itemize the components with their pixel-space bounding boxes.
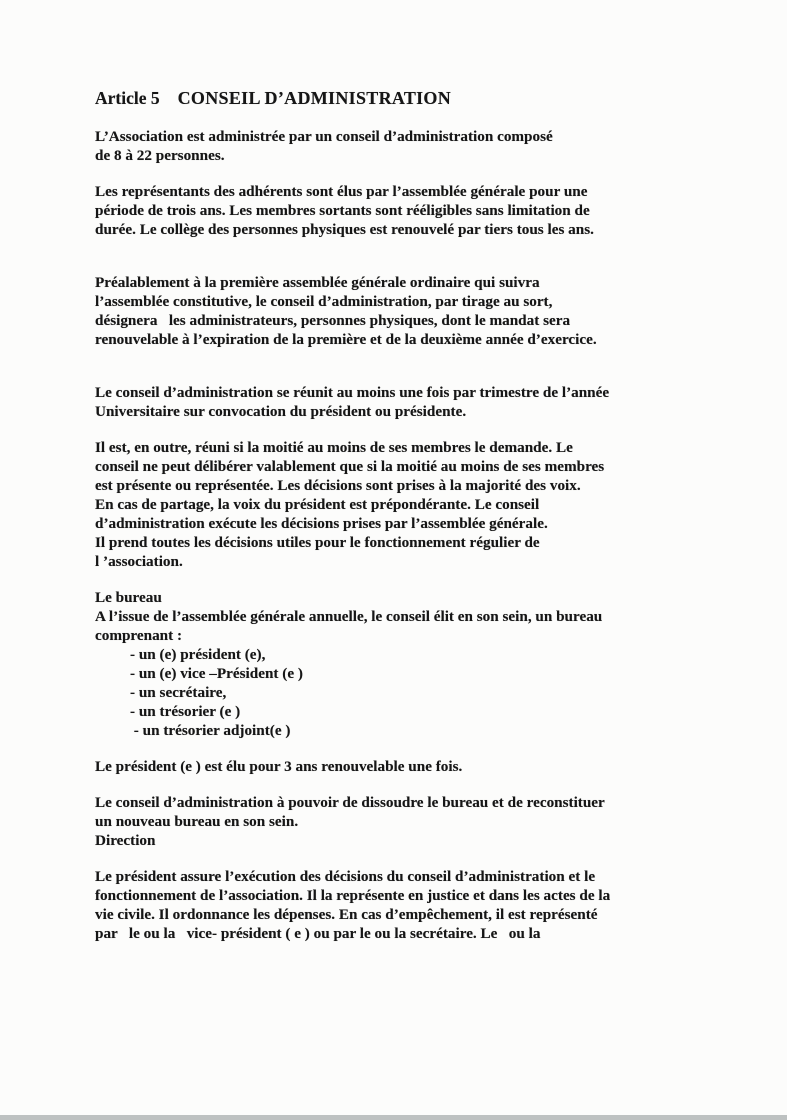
list-item-line: - un (e) vice –Président (e )	[130, 665, 303, 682]
bureau-membres-list	[95, 645, 741, 740]
para-prealablement	[95, 273, 741, 349]
scan-bottom-edge	[0, 1115, 787, 1120]
text-line: renouvelable à l’expiration de la première et de la deuxième année d’exercice.	[95, 331, 597, 348]
text-line: fonctionnement de l’association. Il la représente en justice et dans les actes de la	[95, 887, 611, 904]
text-line: L’Association est administrée par un conseil d’administration composé	[95, 128, 553, 145]
text-line: par le ou la vice- président ( e ) ou par le ou la secrétaire. Le ou la	[95, 925, 541, 942]
article-title: CONSEIL D’ADMINISTRATION	[177, 88, 452, 108]
text-line: l’assemblée constitutive, le conseil d’administration, par tirage au sort,	[95, 293, 553, 310]
para-reunion-trimestre	[95, 383, 741, 421]
text-line: Le conseil d’administration se réunit au moins une fois par trimestre de l’année	[95, 384, 610, 401]
para-quorum-decisions	[95, 438, 741, 571]
text-line: Il est, en outre, réuni si la moitié au moins de ses membres le demande. Le	[95, 439, 573, 456]
document-body	[95, 127, 741, 943]
para-composition	[95, 127, 741, 165]
text-line: Le président (e ) est élu pour 3 ans renouvelable une fois.	[95, 758, 463, 775]
text-line: Le conseil d’administration à pouvoir de dissoudre le bureau et de reconstituer	[95, 794, 605, 811]
text-line: durée. Le collège des personnes physiques est renouvelé par tiers tous les ans.	[95, 221, 594, 238]
list-item-line: - un secrétaire,	[130, 684, 227, 701]
text-line: période de trois ans. Les membres sortants sont rééligibles sans limitation de	[95, 202, 590, 219]
list-item-line: - un trésorier (e )	[130, 703, 241, 720]
article-number: Article 5	[95, 88, 160, 108]
text-line: un nouveau bureau en son sein.	[95, 813, 299, 830]
text-line: A l’issue de l’assemblée générale annuelle, le conseil élit en son sein, un bureau	[95, 608, 603, 625]
para-president-elu	[95, 757, 741, 776]
text-line: Le président assure l’exécution des décisions du conseil d’administration et le	[95, 868, 596, 885]
text-line: Il prend toutes les décisions utiles pour le fonctionnement régulier de	[95, 534, 540, 551]
text-line: Direction	[95, 832, 156, 849]
para-bureau-intro	[95, 588, 741, 645]
text-line: l ’association.	[95, 553, 183, 570]
text-line: désignera les administrateurs, personnes physiques, dont le mandat sera	[95, 312, 571, 329]
list-item-line: - un trésorier adjoint(e )	[130, 722, 291, 739]
text-line: Les représentants des adhérents sont élus par l’assemblée générale pour une	[95, 183, 588, 200]
text-line: En cas de partage, la voix du président est prépondérante. Le conseil	[95, 496, 540, 513]
text-line: vie civile. Il ordonnance les dépenses. En cas d’empêchement, il est représenté	[95, 906, 598, 923]
text-line: de 8 à 22 personnes.	[95, 147, 225, 164]
text-line: Universitaire sur convocation du président ou présidente.	[95, 403, 467, 420]
para-direction	[95, 867, 741, 943]
text-line: Le bureau	[95, 589, 162, 606]
para-representants	[95, 182, 741, 239]
text-line: Préalablement à la première assemblée générale ordinaire qui suivra	[95, 274, 540, 291]
list-item-line: - un (e) président (e),	[130, 646, 266, 663]
text-line: est présente ou représentée. Les décisions sont prises à la majorité des voix.	[95, 477, 581, 494]
text-line: d’administration exécute les décisions prises par l’assemblée générale.	[95, 515, 548, 532]
text-line: conseil ne peut délibérer valablement que si la moitié au moins de ses membres	[95, 458, 605, 475]
text-line: comprenant :	[95, 627, 183, 644]
para-dissolution-bureau	[95, 793, 741, 850]
article-heading	[95, 86, 741, 110]
